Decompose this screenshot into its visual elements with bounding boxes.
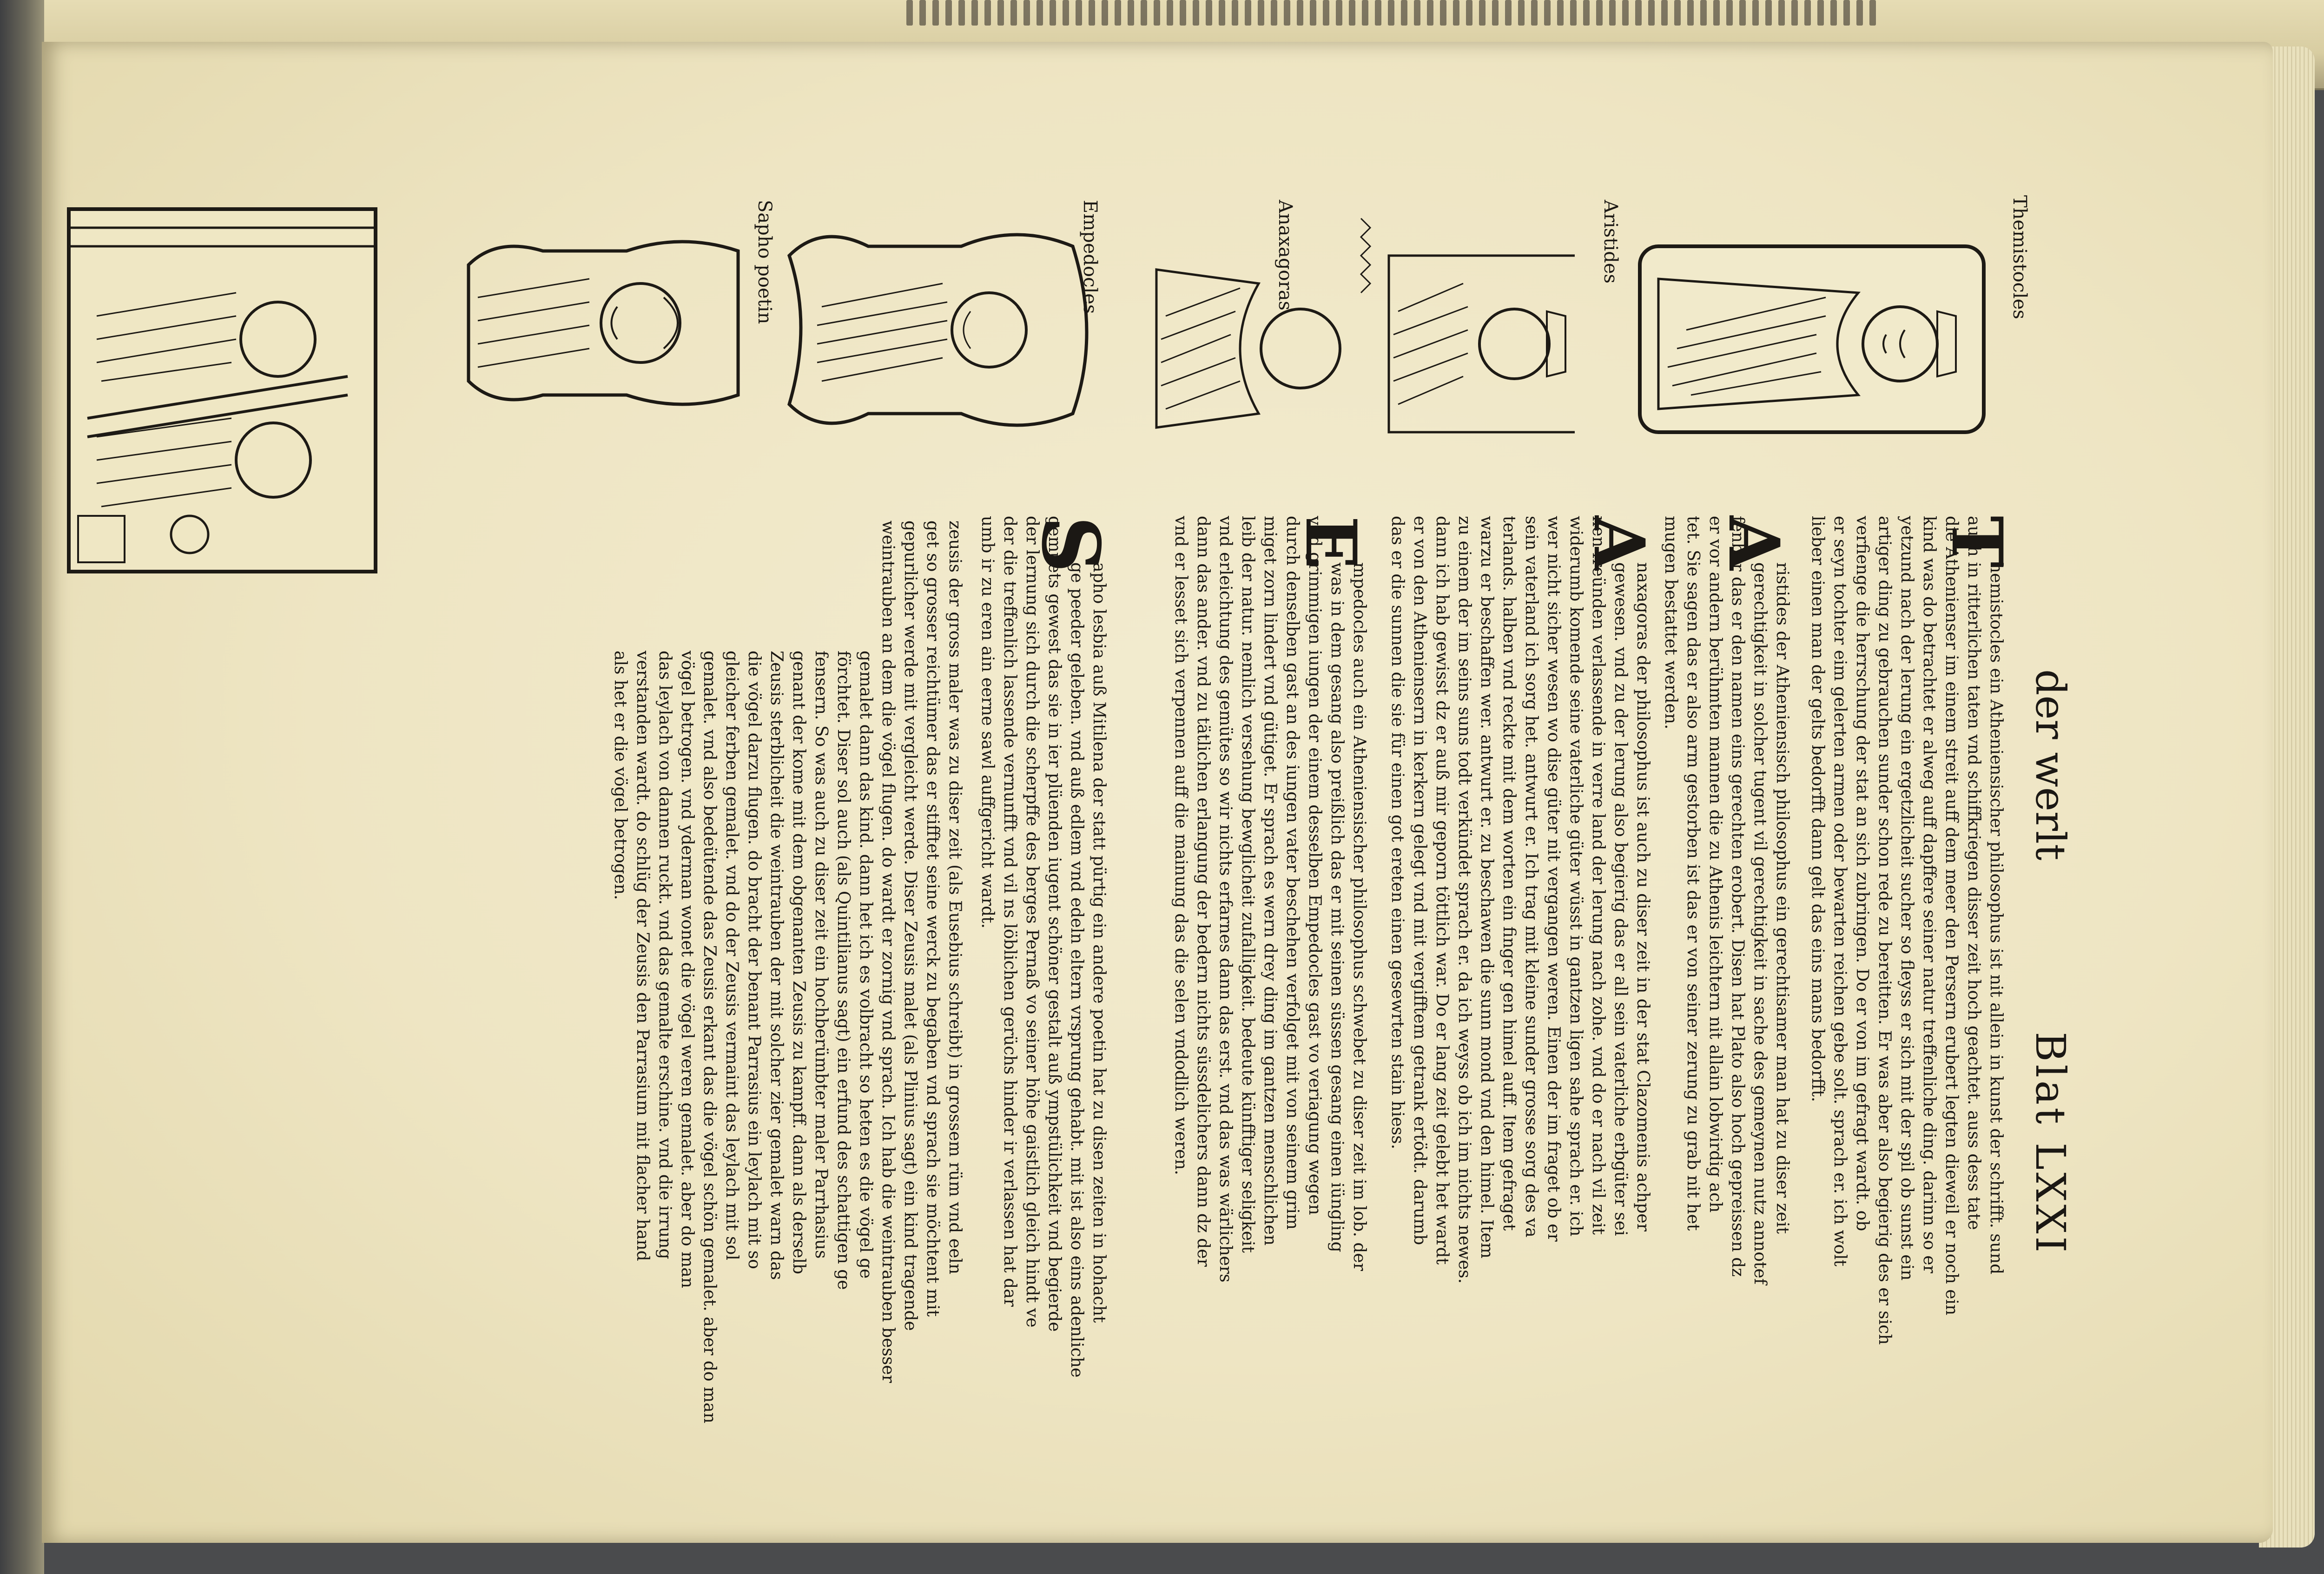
text-line: vnd er lesset sich verpennen auff die mainung das die selen vndodlich weren. (1171, 516, 1190, 1175)
text-line: fensern. So was auch zu diser zeit ein hochberümbter maler Parrhasius (812, 651, 831, 1259)
text-line: auch in ritterlichen taten vnd schiffkriegen disser zeit hoch geachtet. auss dess tate (1964, 516, 1983, 1230)
text-line: sein vaterland ich sorg het. antwurt er. Ich trag mit kleine sunder grosse sorg des va (1522, 516, 1541, 1238)
figure-label-sapho: Sapho poetin (754, 200, 775, 324)
text-line: gerechtigkeit in solcher tugent vil gerechtigkeit in sache des gemeynen nutz annotef (1750, 562, 1769, 1285)
text-line: umb ir zu eren ain eerne sawl auffgericht wardt. (978, 516, 997, 929)
text-line: hemistocles ein Atheniensischer philosophus ist nit allein in kunst der schrifft. sund (1987, 562, 2006, 1275)
text-line: miget zorn lindert vnd gütiget. Er sprach es wern drey ding im gantzen menschlichen (1261, 516, 1280, 1246)
figure-label-anaxagoras: Anaxagoras (1274, 200, 1296, 311)
text-line: tet. Sie sagen das er also arm gestorben ist das er von seiner zerung zu grab nit het (1684, 516, 1703, 1231)
text-line: verstanden wardt. do schlüg der Zeusis den Parrasium mit flacher hand (633, 651, 652, 1261)
text-line: durch denselben gast an des iungen vater beschehen verfolget mit von seinem grim (1283, 516, 1302, 1230)
text-line: wer nicht sicher wesen wo dise güter nit vergangen weren. Einen der im fraget ob er (1544, 516, 1563, 1242)
sapho-woodcut (459, 195, 757, 446)
text-line: gewesen. vnd zu der lerung also begierig das er all sein vaterliche erbgüter sei (1611, 562, 1630, 1236)
aristides-text (1654, 516, 1793, 1574)
text-line: das leylach von dannen ruckt. vnd das gemalte erschine. vnd die irrung (655, 651, 674, 1259)
text-line: ge peeder geleben. vnd auß edlem vnd edeln eltern vrsprung gehabt. mit ist also eins adenliche (1067, 562, 1086, 1378)
text-line: artiger ding zu gebrauchen sunder schon rede zu bereitten. Er was aber also begierig des er sich (1875, 516, 1894, 1345)
text-line: lieber einen man der gelts bedorfft dann gelt das eins mans bedorfft. (1808, 516, 1827, 1102)
anaxagoras-text (1380, 516, 1654, 1574)
text-line: leib der natur. nemlich versehung bewglicheit zufalligkeit. bedeute künfftiger seligkeit (1238, 516, 1257, 1253)
figure-label-empedocles: Empedocles (1079, 200, 1101, 314)
text-line: mpedocles auch ein Atheniensischer philosophus schwebet zu diser zeit im lob. der (1350, 562, 1369, 1271)
text-line: ristides der Atheniensisch philosophus ein gerechtisamer man hat zu diser zeit (1773, 562, 1792, 1234)
text-line: das er die sunnen die sie für einen got ereten einen gesewrten stain hiess. (1388, 516, 1407, 1150)
figure-label-aristides: Aristides (1600, 200, 1621, 283)
text-line: mugen bestattet werden. (1661, 516, 1680, 730)
text-line: terlands. halben vnd reckte mit dem worten ein finger gen himel auff. Item gefraget (1499, 516, 1519, 1231)
text-line: der lernung sich durch die scherpffe des berges Pernaß vo seiner höhe gaistlich gleich hindt ve (1023, 516, 1042, 1328)
themistocles-woodcut (1612, 191, 2012, 451)
text-line: vnd grimmigen iungen der einem desselben Empedocles gast vo veriagung wegen (1305, 516, 1324, 1215)
running-head: der werlt (2027, 669, 2074, 861)
text-line: der die treffenlich lassende vernunfft vnd vil ns löblichen gerüchs hinder ir verlassen hat dar (1000, 516, 1019, 1307)
text-line: apho lesbia auß Mitilena der statt pürtig ein andere poetin hat zu disen zeiten in hohacht (1089, 562, 1109, 1323)
text-line: fenbar das er den namen eins gerechten erobert. Disen hat Plato also hoch gepreissen dz (1728, 516, 1747, 1277)
sapho-text (971, 516, 1110, 1574)
text-line: weintrauben an dem die vögel flugen. do wardt er zornig vnd sprach. Ich hab die weintrauben besser (878, 520, 898, 1383)
text-line: er von den Atheniensern in kerkern gelegt vnd mit vergifftem getrank ertödt. darumb (1410, 516, 1429, 1245)
text-line: get so grosser reichtümer das er stifftet seine werck zu begaben vnd sprach sie möchtent mit (923, 520, 942, 1317)
text-line: zu einem der im seins suns todt verkündet sprach er. da ich weyss ob ich im nichts newes. (1455, 516, 1474, 1284)
themistocles-text (1802, 516, 2007, 1574)
text-line: er seyn tochter eim gelerten armen oder bewarten reichen gebe solt. sprach er. ich wolt (1830, 516, 1849, 1267)
text-line: verfienge die herrschung der stat an sich zubringen. Do er von im gefragt wardt. ob (1853, 516, 1872, 1232)
text-line: warzu er beschaffen wer. antwurt er. zu beschawen die sunn mond vnd den himel. Item (1477, 516, 1496, 1259)
folio-number: Blat LXXI (2027, 1032, 2074, 1256)
initial-aristides: A (1713, 516, 1795, 570)
text-line: die Athenienser im einem streit auff dem meer den Persern erubert legten dieweil er noch ein (1942, 516, 1961, 1316)
text-line: er vor andern berühmten mannen die zu Athenis leichtern nit allain lobwirdig ach (1706, 516, 1725, 1213)
text-line: dann das ander. vnd zu tätlichen erlangung der bedern nichts süssdelichers dann dz der (1194, 516, 1213, 1267)
text-line: gepurlicher werde mit vergleicht werde. Diser Zeusis malet (als Plinius sagt) ein kind tragende (901, 520, 920, 1331)
figure-label-themistocles: Themistocles (2009, 195, 2030, 319)
initial-empedocles: E (1290, 516, 1372, 569)
text-line: was in dem gesang also preißlich das er mit seinen süssen gesang einen iüngling (1327, 562, 1347, 1252)
initial-themistocles: T (1936, 516, 2018, 568)
empedocles-text (1166, 516, 1370, 1574)
aristides-anaxagoras-woodcut (1147, 191, 1603, 469)
empedocles-woodcut (775, 195, 1110, 455)
zeusis-text (603, 520, 966, 1574)
text-line: die vögel darzu flugen. do bracht der benant Parrasius ein leylach mit so (745, 651, 764, 1269)
initial-sapho: S (1024, 516, 1117, 573)
text-line: naxagoras der philosophus ist auch zu diser zeit in der stat Clazomenis achper (1633, 562, 1652, 1232)
text-line: kind was do betrachtet er alweg auff dapffere seiner natur treffenliche ding. darinn so er (1920, 516, 1939, 1273)
text-line: gemalet. vnd also bedeütende das Zeusis erkant das die vögel schön gemalet. aber do man (700, 651, 719, 1423)
initial-anaxagoras: A (1578, 516, 1660, 570)
text-line: nen freünden verlassende in verre land der lerung nach zohe. vnd do er nach vil zeit (1589, 516, 1608, 1235)
text-line: widerumb komende seine vaterliche güter wüsst in gantzen ligen sahe sprach er. ich (1566, 516, 1585, 1237)
text-line: vnd erleichtung des gemütes so wir nichts erfarnes dann das erst. vnd das was wärlichers (1216, 516, 1235, 1283)
text-line: yetzund nach der lerung ein ergetzlicheit sucher so fleyss er sich mit der spil ob sunst ein (1897, 516, 1916, 1281)
text-line: gemüets gewest das sie in ier plüenden iugent schöner gestalt auß ympstülichkeit vnd begierde (1045, 516, 1064, 1332)
zeusis-parrhasius-woodcut (59, 200, 385, 581)
text-line: als het er die vögel betrogen. (611, 651, 630, 900)
text-line: dann ich hab gewisst dz er auß mir geporn töttlich war. Do er lang zeit gelebt het wardt (1433, 516, 1452, 1265)
text-line: genant der kome mit dem obgenanten Zeusis zu kampff. dann als derselb (789, 651, 808, 1275)
text-line: gemalet dann das kind. dann het ich es volbracht so heten es die vögel ge (856, 651, 875, 1279)
text-line: Zeusis sterblicheit die weintrauben der mit solcher zier gemalet warn das (767, 651, 786, 1280)
text-line: vögel betrogen. vnd yderman wonet die vögel weren gemalet. aber do man (678, 651, 697, 1288)
text-line: zeusis der gross maler was zu diser zeit (als Eusebius schreibt) in grossem rüm vnd eeln (945, 520, 964, 1275)
text-line: gleicher ferben gemalet. vnd do der Zeusis vermaint das leylach mit sol (722, 651, 741, 1260)
text-line: förchtet. Diser sol auch (als Quintilianus sagt) ein erfund des schattigen ge (834, 651, 853, 1290)
